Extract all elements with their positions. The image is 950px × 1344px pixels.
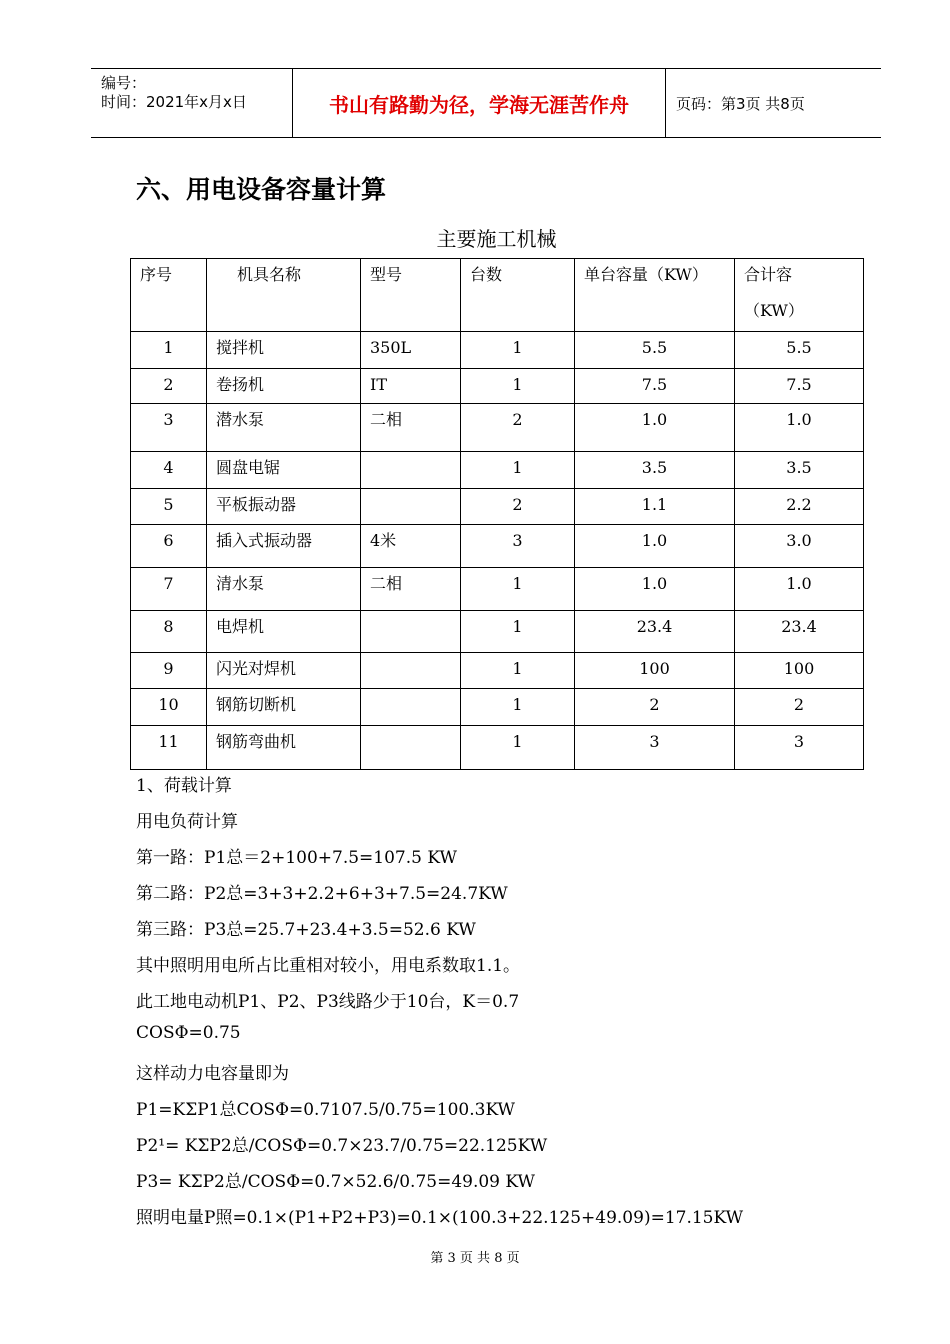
cell-count: 1: [461, 332, 575, 369]
text-line: 此工地电动机P1、P2、P3线路少于10台，K＝0.7: [136, 992, 520, 1012]
text-line: 这样动力电容量即为: [136, 1064, 289, 1084]
table-row: [131, 404, 864, 452]
header-cell-count: 台数: [461, 259, 575, 332]
cell-total-capacity: 1.0: [735, 568, 864, 611]
header-page-number: 页码：第3页 共8页: [676, 95, 805, 113]
cell-index: 10: [131, 689, 207, 726]
text-line: 其中照明用电所占比重相对较小，用电系数取1.1。: [136, 956, 521, 976]
table-row: [131, 489, 864, 525]
table-header-row: [131, 259, 864, 332]
cell-model: 二相: [361, 404, 461, 452]
cell-count: 1: [461, 369, 575, 404]
cell-index: 11: [131, 726, 207, 770]
text-line: P3= KΣP2总/COSΦ=0.7×52.6/0.75=49.09 KW: [136, 1172, 535, 1192]
cell-total-capacity: 23.4: [735, 611, 864, 653]
cell-index: 4: [131, 452, 207, 489]
cell-index: 1: [131, 332, 207, 369]
cell-total-capacity: 3: [735, 726, 864, 770]
cell-index: 5: [131, 489, 207, 525]
cell-unit-capacity: 3.5: [575, 452, 735, 489]
text-line: 第一路：P1总＝2+100+7.5=107.5 KW: [136, 848, 457, 868]
cell-model: IT: [361, 369, 461, 404]
header-cell-unit-capacity: 单台容量（KW）: [575, 259, 735, 332]
header-cell-total-unit: （KW）: [744, 301, 804, 320]
table-title: 主要施工机械: [436, 227, 557, 251]
cell-count: 1: [461, 726, 575, 770]
cell-name: 插入式振动器: [207, 525, 361, 568]
table-row: [131, 369, 864, 404]
cell-unit-capacity: 1.0: [575, 525, 735, 568]
cell-total-capacity: 100: [735, 653, 864, 689]
header-cell-model: 型号: [361, 259, 461, 332]
text-line: 第三路：P3总=25.7+23.4+3.5=52.6 KW: [136, 920, 476, 940]
table-row: [131, 611, 864, 653]
cell-unit-capacity: 1.0: [575, 404, 735, 452]
cell-unit-capacity: 1.0: [575, 568, 735, 611]
cell-total-capacity: 2.2: [735, 489, 864, 525]
document-time-label: 时间：2021年x月x日: [101, 93, 247, 111]
text-line: P2¹= KΣP2总/COSΦ=0.7×23.7/0.75=22.125KW: [136, 1136, 548, 1156]
header-cell-name: 机具名称: [207, 259, 361, 332]
cell-model: [361, 452, 461, 489]
cell-model: [361, 611, 461, 653]
cell-model: 4米: [361, 525, 461, 568]
cell-count: 1: [461, 452, 575, 489]
cell-total-capacity: 3.5: [735, 452, 864, 489]
cell-model: 350L: [361, 332, 461, 369]
cell-unit-capacity: 23.4: [575, 611, 735, 653]
cell-model: [361, 653, 461, 689]
header-cell-total-capacity: 合计容 （KW）: [735, 259, 864, 332]
cell-name: 搅拌机: [207, 332, 361, 369]
header-meta-cell: [91, 69, 293, 137]
cell-index: 9: [131, 653, 207, 689]
cell-name: 清水泵: [207, 568, 361, 611]
cell-unit-capacity: 3: [575, 726, 735, 770]
cell-unit-capacity: 7.5: [575, 369, 735, 404]
cell-unit-capacity: 100: [575, 653, 735, 689]
cell-name: 电焊机: [207, 611, 361, 653]
text-line: 照明电量P照=0.1×(P1+P2+P3)=0.1×(100.3+22.125+49.09)=17.15KW: [136, 1208, 744, 1228]
table-row: [131, 525, 864, 568]
cell-total-capacity: 3.0: [735, 525, 864, 568]
cell-name: 闪光对焊机: [207, 653, 361, 689]
table-row: [131, 332, 864, 369]
cell-unit-capacity: 5.5: [575, 332, 735, 369]
cell-count: 3: [461, 525, 575, 568]
cell-name: 钢筋切断机: [207, 689, 361, 726]
equipment-table: [130, 258, 864, 770]
cell-total-capacity: 2: [735, 689, 864, 726]
cell-index: 3: [131, 404, 207, 452]
table-row: [131, 568, 864, 611]
header-page-cell: [666, 69, 881, 137]
cell-count: 1: [461, 689, 575, 726]
text-line: P1=KΣP1总COSΦ=0.7107.5/0.75=100.3KW: [136, 1100, 516, 1120]
cell-name: 平板振动器: [207, 489, 361, 525]
cell-name: 圆盘电锯: [207, 452, 361, 489]
cell-unit-capacity: 2: [575, 689, 735, 726]
cell-model: [361, 726, 461, 770]
cell-model: [361, 689, 461, 726]
cell-total-capacity: 7.5: [735, 369, 864, 404]
header-cell-index: 序号: [131, 259, 207, 332]
header-motto-cell: [293, 69, 666, 137]
cell-count: 2: [461, 489, 575, 525]
cell-unit-capacity: 1.1: [575, 489, 735, 525]
cell-count: 1: [461, 611, 575, 653]
table-row: [131, 452, 864, 489]
table-row: [131, 689, 864, 726]
cell-total-capacity: 1.0: [735, 404, 864, 452]
cell-index: 2: [131, 369, 207, 404]
cell-count: 1: [461, 653, 575, 689]
cell-name: 潜水泵: [207, 404, 361, 452]
page-header: [91, 68, 881, 138]
text-line: 第二路：P2总=3+3+2.2+6+3+7.5=24.7KW: [136, 884, 508, 904]
cell-name: 卷扬机: [207, 369, 361, 404]
cell-index: 7: [131, 568, 207, 611]
section-title: 六、用电设备容量计算: [136, 175, 387, 204]
text-line: COSΦ=0.75: [136, 1023, 241, 1043]
document-number-label: 编号：: [101, 74, 147, 92]
header-motto: 书山有路勤为径，学海无涯苦作舟: [329, 93, 629, 117]
text-line: 1、荷载计算: [136, 776, 232, 796]
text-line: 用电负荷计算: [136, 812, 238, 832]
cell-index: 6: [131, 525, 207, 568]
cell-model: [361, 489, 461, 525]
cell-count: 1: [461, 568, 575, 611]
cell-model: 二相: [361, 568, 461, 611]
cell-name: 钢筋弯曲机: [207, 726, 361, 770]
table-row: [131, 653, 864, 689]
cell-total-capacity: 5.5: [735, 332, 864, 369]
page-footer: 第 3 页 共 8 页: [430, 1251, 520, 1266]
table-row: [131, 726, 864, 770]
cell-count: 2: [461, 404, 575, 452]
cell-index: 8: [131, 611, 207, 653]
